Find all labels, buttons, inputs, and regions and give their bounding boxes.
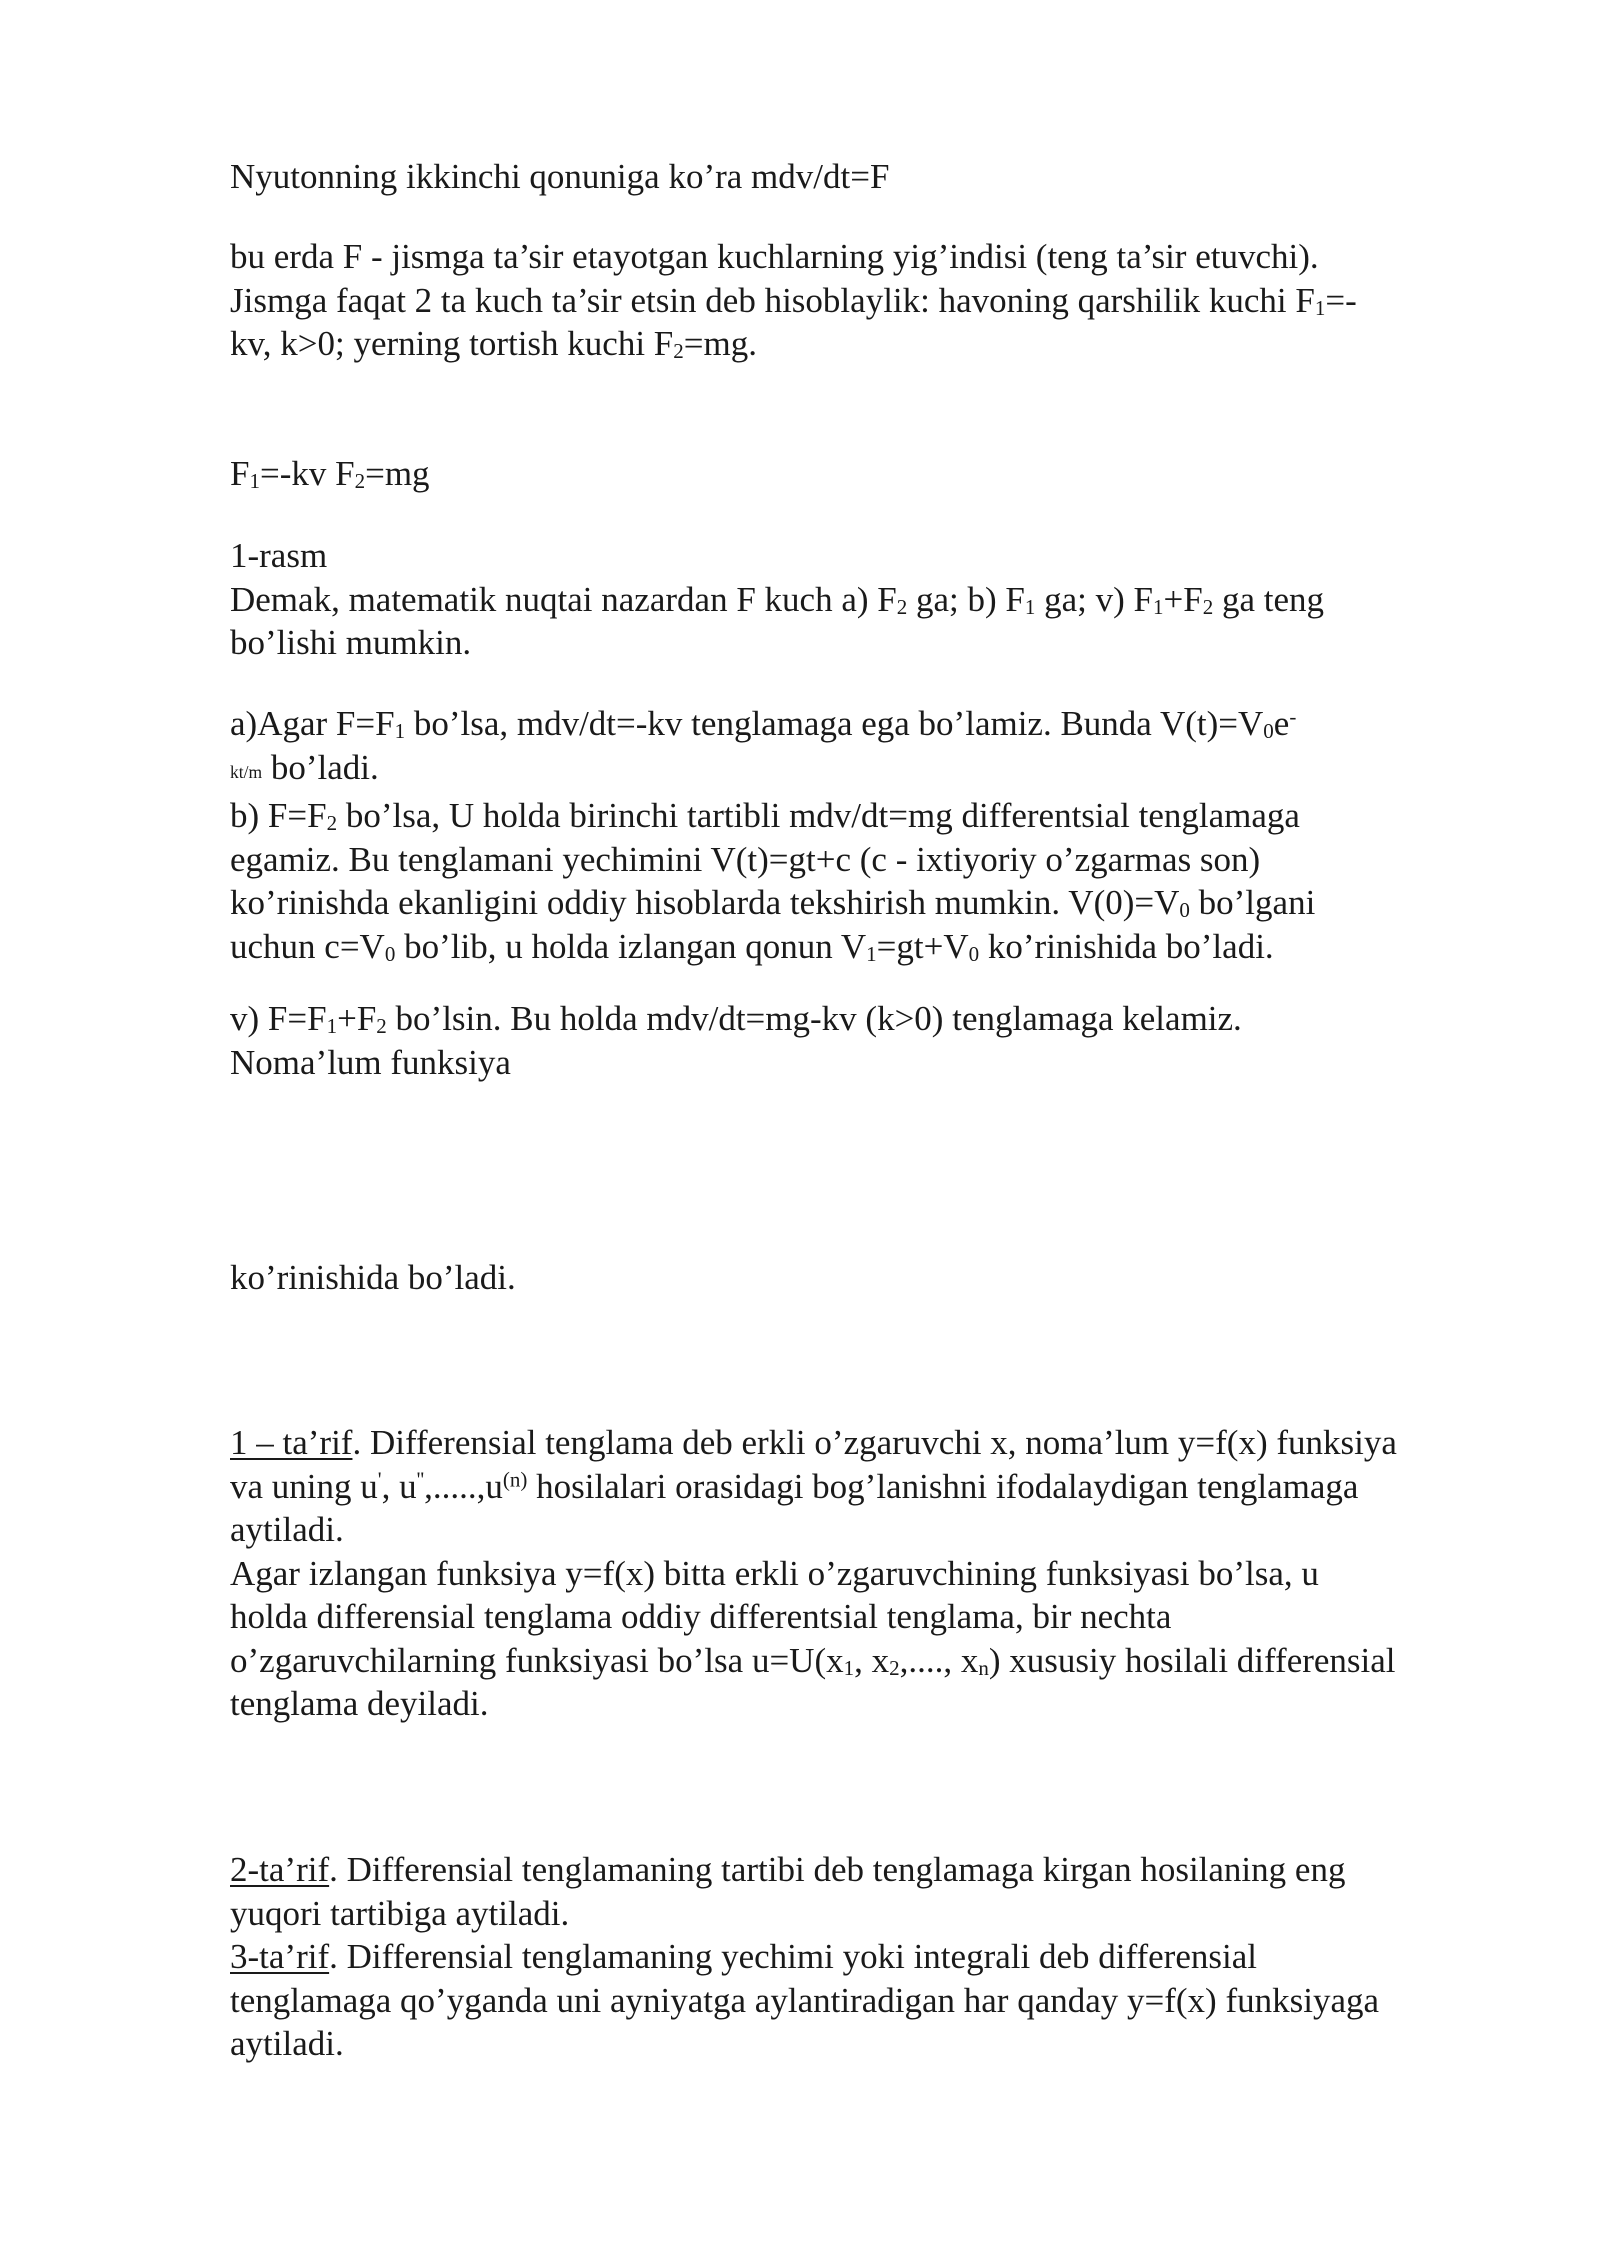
text-line <box>230 1639 1530 1683</box>
text-run: ko’rinishida bo’ladi. <box>979 926 1274 966</box>
text-line <box>230 925 1530 969</box>
subscript: 2 <box>326 811 338 836</box>
definition-term: 2-ta’rif <box>230 1850 330 1889</box>
subscript: 2 <box>889 1655 900 1680</box>
text-run: ga; b) F <box>907 579 1025 619</box>
superscript: '' <box>416 1466 425 1491</box>
text-run: =mg <box>365 454 430 493</box>
subscript: 2 <box>354 469 366 494</box>
subscript: n <box>978 1655 989 1680</box>
text-run: , x <box>854 1640 890 1680</box>
subscript: 1 <box>326 1014 338 1039</box>
text-run: bo’lsa, mdv/dt=-kv tenglamaga ega bo’lamiz. Bunda V(t)=V <box>405 704 1264 743</box>
text-line: yuqori tartibiga aytiladi. <box>230 1893 570 1933</box>
text-run: a)Agar F=F <box>230 704 395 743</box>
text-line <box>230 578 1530 622</box>
definition-term: 1 – ta’rif <box>230 1423 353 1462</box>
text-line: tenglamaga qo’yganda uni ayniyatga aylantiradigan har qanday y=f(x) funksiyaga <box>230 1980 1380 2020</box>
text-line <box>230 1465 1530 1509</box>
text-run: uchun c=V <box>230 926 385 966</box>
text-line <box>230 452 1530 496</box>
subscript: 2 <box>376 1014 387 1039</box>
subscript: 1 <box>843 1655 855 1680</box>
text-run: e <box>1273 704 1290 743</box>
subscript: 1 <box>249 469 260 494</box>
subscript: 0 <box>384 941 396 966</box>
text-line: Noma’lum funksiya <box>230 1042 511 1082</box>
text-line <box>230 322 1530 366</box>
subscript: 2 <box>673 339 684 364</box>
text-line <box>230 794 1530 838</box>
exponent-continuation: kt/m <box>230 761 263 782</box>
subscript: 1 <box>1153 594 1164 619</box>
text-run: bo’lsa, U holda birinchi tartibli mdv/dt=mg differentsial tenglamaga <box>337 796 1300 836</box>
text-run: ga; v) F <box>1035 579 1154 619</box>
text-run: . Differensial tenglamaning yechimi yoki integrali deb differensial <box>329 1937 1257 1976</box>
text-line <box>230 1421 1530 1465</box>
subscript: 1 <box>866 941 877 966</box>
superscript: (n) <box>502 1466 528 1491</box>
text-run: F <box>230 454 250 493</box>
paragraph-case-v <box>230 997 1530 1084</box>
text-run: Demak, matematik nuqtai nazardan F kuch a) F <box>230 579 897 619</box>
text-line <box>230 279 1530 323</box>
paragraph-cases-a-b <box>230 702 1530 968</box>
text-line: holda differensial tenglama oddiy differentsial tenglama, bir nechta <box>230 1597 1172 1636</box>
text-run: b) F=F <box>230 796 327 836</box>
text-line: bo’lishi mumkin. <box>230 623 472 662</box>
text-line: aytiladi. <box>230 1510 344 1549</box>
subscript: 0 <box>1179 898 1190 923</box>
text-run: bo’lgani <box>1189 883 1316 923</box>
text-line: tenglama deyiladi. <box>230 1684 489 1723</box>
paragraph-newton-law <box>230 155 1530 199</box>
text-run: hosilalari orasidagi bog’lanishni ifodalaydigan tenglamaga <box>527 1466 1359 1506</box>
text-run: kv, k>0; yerning tortish kuchi F <box>230 324 674 363</box>
text-line <box>230 746 1530 795</box>
text-run: =mg. <box>683 324 757 363</box>
superscript: ' <box>377 1466 382 1491</box>
text-line: Nyutonning ikkinchi qonuniga ko’ra mdv/dt=F <box>230 157 890 196</box>
text-line: aytiladi. <box>230 2024 344 2063</box>
text-line: egamiz. Bu tenglamani yechimini V(t)=gt+c (c - ixtiyoriy o’zgarmas son) <box>230 839 1261 879</box>
subscript: 1 <box>1024 594 1036 619</box>
subscript: 2 <box>1202 594 1214 619</box>
paragraph-result <box>230 1256 1530 1300</box>
superscript: - <box>1289 704 1297 729</box>
text-run: va uning u <box>230 1466 378 1506</box>
text-run: Jismga faqat 2 ta kuch ta’sir etsin deb hisoblaylik: havoning qarshilik kuchi F <box>230 280 1315 320</box>
text-run: o’zgaruvchilarning funksiyasi bo’lsa u=U(x <box>230 1640 844 1680</box>
text-run: =- <box>1325 280 1357 320</box>
text-run: ko’rinishda ekanligini oddiy hisoblarda tekshirish mumkin. V(0)=V <box>230 883 1180 923</box>
text-run: ga teng <box>1213 579 1325 619</box>
subscript: 2 <box>896 594 908 619</box>
text-line <box>230 1848 1530 1892</box>
text-line: ko’rinishida bo’ladi. <box>230 1258 516 1297</box>
text-run: =-kv F <box>259 454 355 493</box>
text-run: ,...., x <box>899 1640 979 1680</box>
text-line <box>230 702 1530 746</box>
text-run: +F <box>337 999 377 1038</box>
text-line <box>230 881 1530 925</box>
subscript: 0 <box>968 941 980 966</box>
text-run: +F <box>1163 579 1203 619</box>
subscript: 1 <box>394 719 406 744</box>
text-run: v) F=F <box>230 999 327 1038</box>
text-run: . Differensial tenglama deb erkli o’zgaruvchi x, noma’lum y=f(x) funksiya <box>352 1423 1397 1462</box>
subscript: 0 <box>1263 719 1274 744</box>
text-run: bo’lsin. Bu holda mdv/dt=mg-kv (k>0) tenglamaga kelamiz. <box>386 999 1242 1038</box>
text-run: . Differensial tenglamaning tartibi deb tenglamaga kirgan hosilaning eng <box>329 1850 1346 1889</box>
text-run: ) xususiy hosilali differensial <box>988 1640 1396 1680</box>
text-run: =gt+V <box>876 926 969 966</box>
figure-caption: 1-rasm <box>230 536 328 575</box>
text-run: ,.....,u <box>424 1466 503 1506</box>
figure-forces-label <box>230 452 1530 496</box>
text-run: bo’ladi. <box>262 747 379 787</box>
subscript: 1 <box>1314 295 1326 320</box>
paragraph-definition-1 <box>230 1421 1530 1726</box>
text-line: bu erda F - jismga ta’sir etayotgan kuchlarning yig’indisi (teng ta’sir etuvchi). <box>230 237 1319 276</box>
paragraph-figure-caption <box>230 534 1530 665</box>
paragraph-definitions-2-3 <box>230 1848 1530 2066</box>
text-line: Agar izlangan funksiya y=f(x) bitta erkli o’zgaruvchining funksiyasi bo’lsa, u <box>230 1553 1319 1593</box>
paragraph-force-description <box>230 235 1530 366</box>
text-line <box>230 1935 1530 1979</box>
definition-term: 3-ta’rif <box>230 1937 330 1976</box>
text-run: , u <box>381 1466 417 1506</box>
text-run: bo’lib, u holda izlangan qonun V <box>395 926 867 966</box>
text-line <box>230 997 1530 1041</box>
